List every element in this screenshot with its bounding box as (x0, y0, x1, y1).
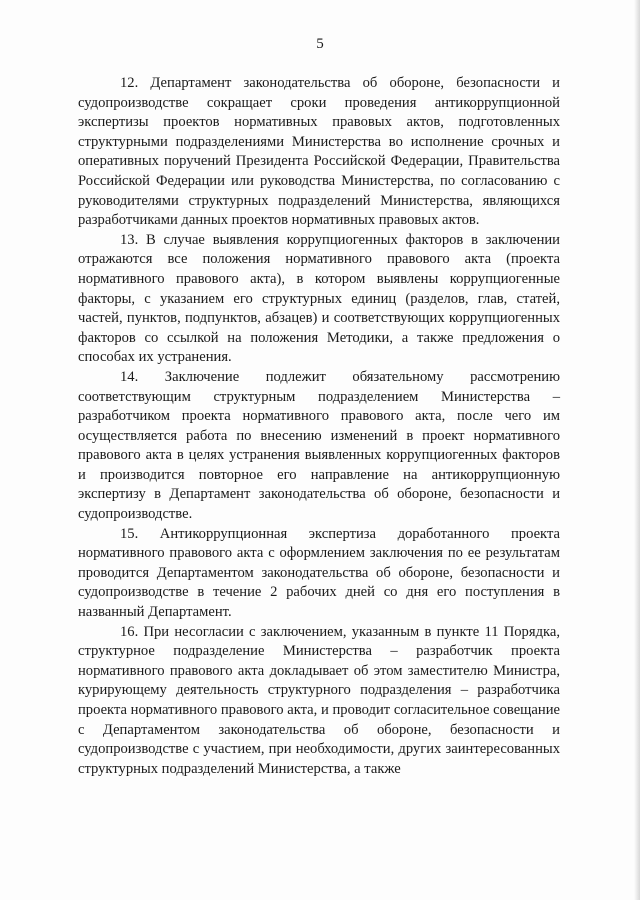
paragraph-16: 16. При несогласии с заключением, указанным в пункте 11 Порядка, структурное подразделение Министерства – разработчик проекта нормативного правового акта докладывает об этом заместителю Министра, курирующему деятельность структурного подразделения – разработчика проекта нормативного правового акта, и проводит согласительное совещание с Департаментом законодательства об обороне, безопасности и судопроизводстве с участием, при необходимости, других заинтересованных структурных подразделений Министерства, а также (78, 623, 560, 777)
paragraph-13: 13. В случае выявления коррупциогенных факторов в заключении отражаются все положения нормативного правового акта (проекта нормативного правового акта), в котором выявлены коррупциогенные факторы, с указанием его структурных единиц (разделов, глав, статей, частей, пунктов, подпунктов, абзацев) и соответствующих коррупциогенных факторов со ссылкой на положения Методики, а также предложения о способах их устранения. (78, 231, 560, 366)
page-number: 5 (316, 36, 324, 52)
paragraph-12: 12. Департамент законодательства об обороне, безопасности и судопроизводстве сокращает сроки проведения антикоррупционной экспертизы проектов нормативных правовых актов, подготовленных структурными подразделениями Министерства во исполнение срочных и оперативных поручений Президента Российской Федерации, Правительства Российской Федерации или руководства Министерства, по согласованию с руководителями структурных подразделений Министерства, являющихся разработчиками данных проектов нормативных правовых актов. (78, 75, 560, 229)
scan-edge-shadow (634, 0, 640, 900)
paragraph-14: 14. Заключение подлежит обязательному рассмотрению соответствующим структурным подразделением Министерства – разработчиком проекта нормативного правового акта, после чего им осуществляется работа по внесению изменений в проект нормативного правового акта в целях устранения выявленных коррупциогенных факторов и производится повторное его направление на антикоррупционную экспертизу в Департамент законодательства об обороне, безопасности и судопроизводстве. (78, 368, 560, 523)
paragraph-15: 15. Антикоррупционная экспертиза доработанного проекта нормативного правового акта с оформлением заключения по ее результатам проводится Департаментом законодательства об обороне, безопасности и судопроизводстве в течение 2 рабочих дней со дня его поступления в названный Департамент. (78, 525, 560, 621)
document-body (78, 74, 560, 779)
